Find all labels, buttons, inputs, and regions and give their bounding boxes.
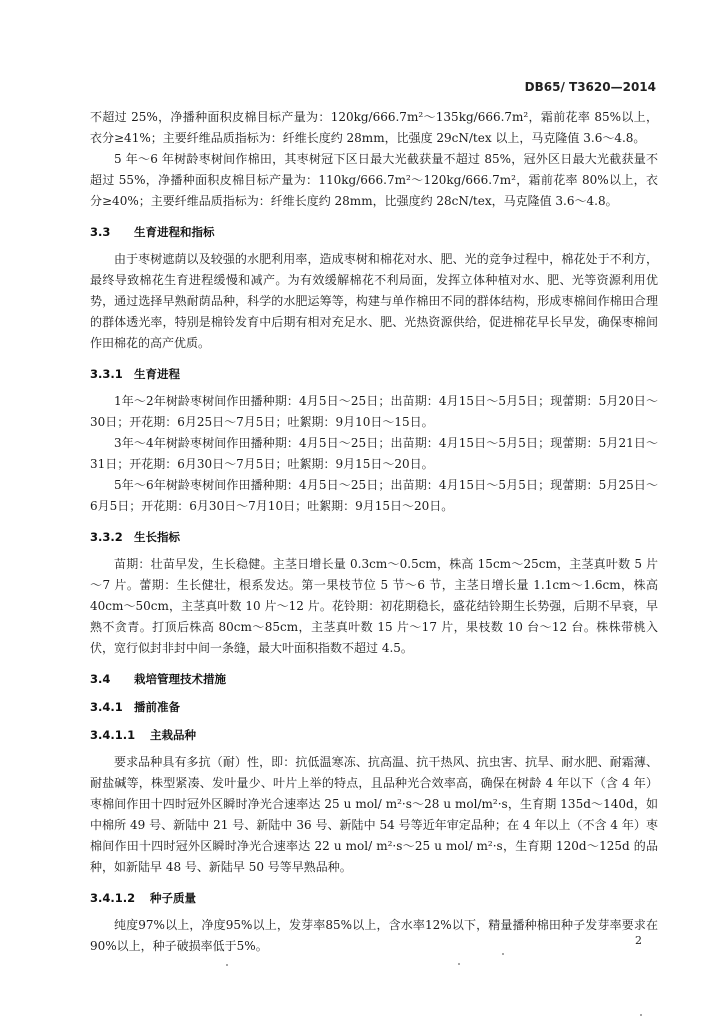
section-title: 生长指标: [134, 530, 180, 544]
section-heading-3-4: [90, 668, 658, 690]
section-heading-3-3-2: [90, 526, 658, 548]
paragraph: 不超过 25%，净播种面积皮棉目标产量为：120kg/666.7m²～135kg/666.7m²，霜前花率 85%以上，衣分≥41%；主要纤维品质指标为：纤维长度约 28mm，比强度 29cN/tex 以上，马克隆值 3.6～4.8。: [90, 110, 658, 145]
scan-speck: [226, 964, 228, 966]
document-body: [90, 107, 658, 957]
section-title: 主栽品种: [150, 728, 196, 742]
section-heading-3-3: [90, 221, 658, 243]
section-number: 3.3: [90, 225, 111, 239]
paragraph: 5年～6年树龄枣树间作田播种期：4月5日～25日；出苗期：4月15日～5月5日；现蕾期：5月25日～6月5日；开花期：6月30日～7月10日；吐絮期：9月15日～20日。: [90, 478, 658, 513]
document-code-header: DB65/ T3620—2014: [524, 80, 656, 94]
paragraph: 要求品种具有多抗（耐）性，即：抗低温寒冻、抗高温、抗干热风、抗虫害、抗旱、耐水肥、耐霜薄、耐盐碱等，株型紧凑、发叶量少、叶片上举的特点，且品种光合效率高，确保在树龄 4 年以下（含 4 年）枣棉间作田十四时冠外区瞬时净光合速率达 25 u mol/ m²·s～28 u mol/m²·s，生育期 135d～140d，如中棉所 49 号、新陆中 21 号、新陆中 36 号、新陆中 54 号等近年审定品种；在 4 年以上（不含 4 年）枣棉间作田十四时冠外区瞬时净光合速率达 22 u mol/ m²·s～25 u mol/ m²·s，生育期 120d～125d 的品种，如新陆早 48 号、新陆早 50 号等早熟品种。: [90, 755, 658, 874]
section-heading-3-4-1-2: [90, 887, 658, 909]
scan-speck: [640, 1014, 642, 1016]
section-title: 播前准备: [134, 700, 180, 714]
paragraph: 纯度97%以上，净度95%以上，发芽率85%以上，含水率12%以下，精量播种棉田种子发芽率要求在90%以上，种子破损率低于5%。: [90, 918, 658, 953]
section-number: 3.4.1.1: [90, 728, 136, 742]
section-title: 种子质量: [150, 891, 196, 905]
scan-speck: [458, 963, 460, 965]
section-number: 3.3.1: [90, 367, 123, 381]
paragraph: 3年～4年树龄枣树间作田播种期：4月5日～25日；出苗期：4月15日～5月5日；现蕾期：5月21日～31日；开花期：6月30日～7月5日；吐絮期：9月15日～20日。: [90, 436, 658, 471]
page-number: 2: [635, 934, 642, 947]
section-number: 3.4: [90, 672, 111, 686]
section-title: 生育进程和指标: [134, 225, 215, 239]
paragraph: 1年～2年树龄枣树间作田播种期：4月5日～25日；出苗期：4月15日～5月5日；现蕾期：5月20日～30日；开花期：6月25日～7月5日；吐絮期：9月10日～15日。: [90, 394, 658, 429]
section-heading-3-4-1: [90, 696, 658, 718]
paragraph: 苗期：壮苗早发，生长稳健。主茎日增长量 0.3cm～0.5cm，株高 15cm～25cm，主茎真叶数 5 片～7 片。蕾期：生长健壮，根系发达。第一果枝节位 5 节～6 节，主茎日增长量 1.1cm～1.6cm，株高 40cm～50cm，主茎真叶数 10 片～12 片。花铃期：初花期稳长，盛花结铃期生长势强，后期不早衰，早熟不贪青。打顶后株高 80cm～85cm，主茎真叶数 15 片～17 片，果枝数 10 台～12 台。株株带桃入伏，宽行似封非封中间一条缝，最大叶面积指数不超过 4.5。: [90, 557, 658, 655]
section-heading-3-3-1: [90, 363, 658, 385]
section-title: 栽培管理技术措施: [134, 672, 226, 686]
paragraph: 5 年～6 年树龄枣树间作棉田，其枣树冠下区日最大光截获量不超过 85%，冠外区日最大光截获量不超过 55%，净播种面积皮棉目标产量为：110kg/666.7m²～120kg/666.7m²，霜前花率 80%以上，衣分≥40%；主要纤维品质指标为：纤维长度约 28mm，比强度约 28cN/tex，马克隆值 3.6～4.8。: [90, 152, 658, 208]
paragraph: 由于枣树遮荫以及较强的水肥利用率，造成枣树和棉花对水、肥、光的竞争过程中，棉花处于不利方，最终导致棉花生育进程缓慢和减产。为有效缓解棉花不利局面，发挥立体种植对水、肥、光等资源利用优势，通过选择早熟耐荫品种，科学的水肥运筹等，构建与单作棉田不同的群体结构，形成枣棉间作棉田合理的群体透光率，特别是棉铃发育中后期有相对充足水、肥、光热资源供给，促进棉花早长早发，确保枣棉间作田棉花的高产优质。: [90, 252, 658, 350]
scan-speck: [502, 953, 504, 955]
section-number: 3.3.2: [90, 530, 123, 544]
section-number: 3.4.1.2: [90, 891, 136, 905]
section-heading-3-4-1-1: [90, 724, 658, 746]
section-number: 3.4.1: [90, 700, 123, 714]
section-title: 生育进程: [134, 367, 180, 381]
